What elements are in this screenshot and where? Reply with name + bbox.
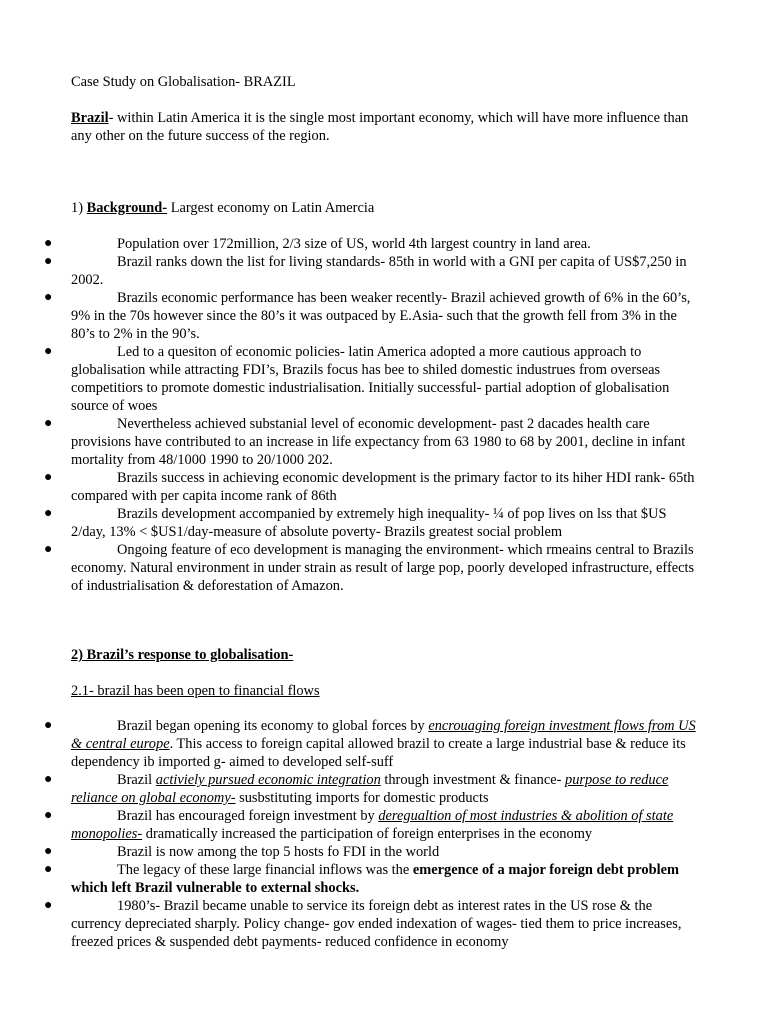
section1-heading: [71, 199, 701, 217]
emphasis-text: purpose to reduce reliance on global economy-: [71, 772, 669, 806]
list-item-text: . This access to foreign capital allowed brazil to create a large industrial base & reduce its dependency ib imported g- aimed to developed self-suff: [71, 736, 686, 770]
list-item-text: Population over 172million, 2/3 size of US, world 4th largest country in land area.: [117, 236, 591, 252]
list-item-text: Brazil ranks down the list for living standards- 85th in world with a GNI per capita of US$7,250 in 2002.: [71, 254, 687, 288]
bullet-icon: ●: [44, 254, 53, 269]
list-item: [0, 861, 768, 897]
bullet-icon: ●: [44, 808, 53, 823]
list-item-text: Brazil is now among the top 5 hosts fo FDI in the world: [117, 844, 440, 860]
list-item-text: susbstituting imports for domestic products: [235, 790, 489, 806]
document-title: Case Study on Globalisation- BRAZIL: [71, 74, 296, 90]
list-item-text: dramatically increased the participation of foreign enterprises in the economy: [142, 826, 593, 842]
bullet-icon: ●: [44, 236, 53, 251]
section1-title: Background-: [86, 200, 168, 216]
section1-number: 1): [71, 200, 87, 216]
bullet-icon: ●: [44, 862, 53, 877]
list-item: [0, 843, 768, 861]
intro-text: - within Latin America it is the single most important economy, which will have more influence than any other on the future success of the region.: [71, 110, 689, 144]
bullet-icon: ●: [44, 470, 53, 485]
list-item-text: The legacy of these large financial inflows was the: [117, 862, 413, 878]
list-item-text: Brazils economic performance has been weaker recently- Brazil achieved growth of 6% in the 60’s, 9% in the 70s however since the 80’s it was outpaced by E.Asia- such that the growth fell from 3% in the 80’s to 2% in the 90’s.: [71, 290, 691, 342]
bullet-icon: ●: [44, 290, 53, 305]
list-item-text: Brazil has encouraged foreign investment by: [117, 808, 379, 824]
list-item: [0, 469, 768, 505]
list-item-text: Brazil: [117, 772, 156, 788]
list-item-text: through investment & finance-: [380, 772, 565, 788]
list-item: [0, 541, 768, 595]
bullet-icon: ●: [44, 844, 53, 859]
list-item: [0, 235, 768, 253]
list-item: [0, 897, 768, 951]
section1-list: [0, 235, 768, 595]
list-item: [0, 253, 768, 289]
bullet-icon: ●: [44, 898, 53, 913]
list-item: [0, 289, 768, 343]
list-item: [0, 343, 768, 415]
list-item: [0, 717, 768, 771]
emphasis-text: encrouaging foreign investment flows from US & central europe: [71, 718, 696, 752]
bullet-icon: ●: [44, 506, 53, 521]
section2-subheading: 2.1- brazil has been open to financial flows: [71, 683, 320, 699]
list-item-text: 1980’s- Brazil became unable to service its foreign debt as interest rates in the US rose & the currency depreciated sharply. Policy change- gov ended indexation of wages- tied them to price increases, freezed prices & suspended debt payments- reduced confidence in economy: [71, 898, 682, 950]
section1-subtitle: Largest economy on Latin Amercia: [167, 200, 375, 216]
intro-paragraph: [71, 109, 701, 145]
list-item-text: Led to a quesiton of economic policies- latin America adopted a more cautious approach to globalisation while attracting FDI’s, Brazils focus has bee to shiled domestic industrues from overseas competitiors to promote domestic industrialisation. Initially successful- partial adoption of globalisation source of woes: [71, 344, 670, 414]
section2-list: [0, 717, 768, 951]
intro-lead: Brazil: [71, 110, 109, 126]
bold-text: emergence of a major foreign debt problem which left Brazil vulnerable to external shocks.: [71, 862, 680, 896]
bullet-icon: ●: [44, 344, 53, 359]
list-item-text: Brazil began opening its economy to global forces by: [117, 718, 429, 734]
list-item: [0, 505, 768, 541]
section2-heading: 2) Brazil’s response to globalisation-: [71, 647, 294, 663]
list-item-text: Ongoing feature of eco development is managing the environment- which rmeains central to Brazils economy. Natural environment in under strain as result of large pop, poorly developed infrastructure, effects of industrialisation & deforestation of Amazon.: [71, 542, 695, 594]
bullet-icon: ●: [44, 416, 53, 431]
list-item-text: Brazils success in achieving economic development is the primary factor to its hiher HDI rank- 65th compared with per capita income rank of 86th: [71, 470, 695, 504]
list-item-text: Brazils development accompanied by extremely high inequality- ¼ of pop lives on lss that $US 2/day, 13% < $US1/day-measure of absolute poverty- Brazils greatest social problem: [71, 506, 667, 540]
list-item: [0, 771, 768, 807]
bullet-icon: ●: [44, 542, 53, 557]
emphasis-text: activiely pursued economic integration: [155, 772, 381, 788]
emphasis-text: deregualtion of most industries & abolition of state monopolies-: [71, 808, 674, 842]
bullet-icon: ●: [44, 718, 53, 733]
list-item: [0, 807, 768, 843]
list-item-text: Nevertheless achieved substanial level of economic development- past 2 dacades health care provisions have contributed to an increase in life expectancy from 63 1980 to 68 by 2001, decline in infant mortality from 48/1000 1990 to 20/1000 202.: [71, 416, 686, 468]
bullet-icon: ●: [44, 772, 53, 787]
list-item: [0, 415, 768, 469]
